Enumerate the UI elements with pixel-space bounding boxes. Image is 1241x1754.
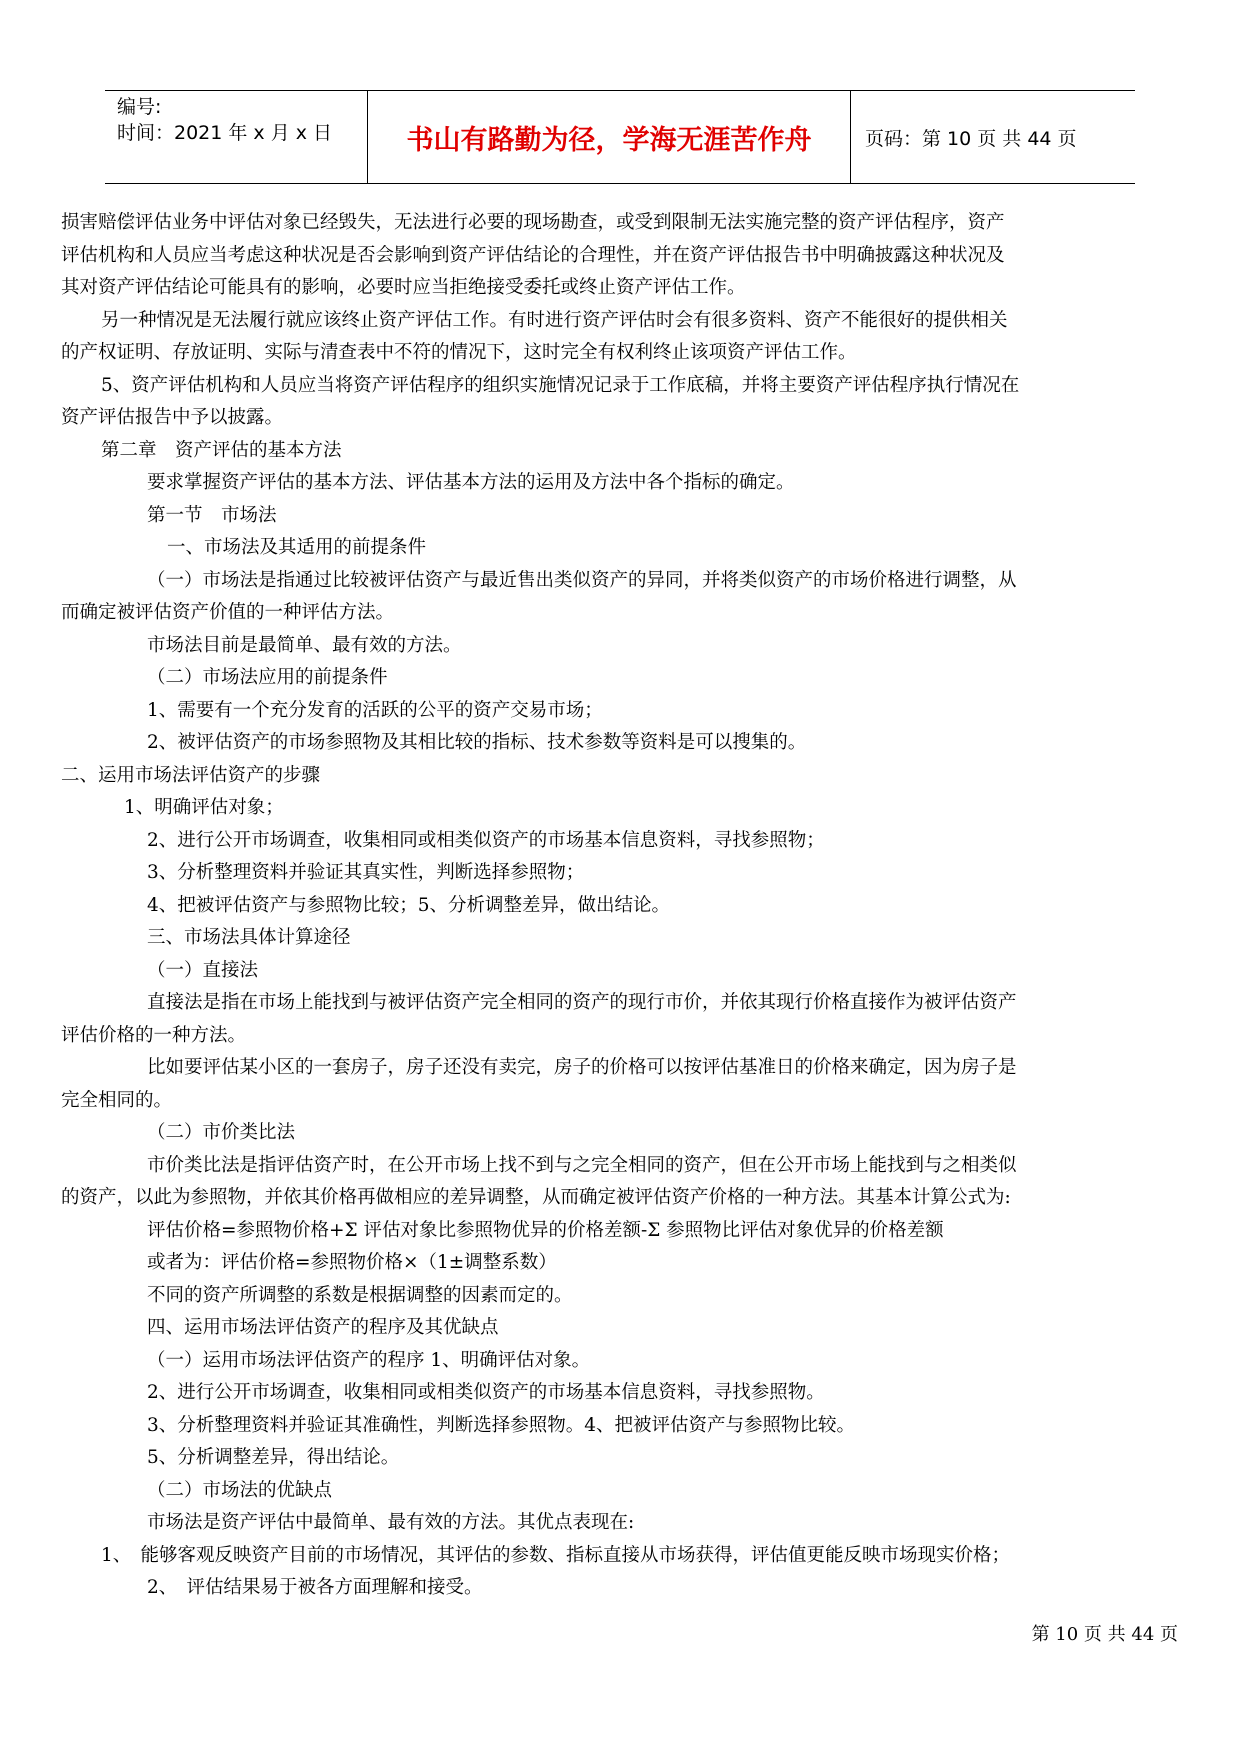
body-text-line: 的产权证明、存放证明、实际与清查表中不符的情况下，这时完全有权利终止该项资产评估工作。 <box>61 342 857 363</box>
header-page-cell <box>851 91 1135 183</box>
body-text-line: 评估价格的一种方法。 <box>61 1024 247 1046</box>
body-text-line: 5、资产评估机构和人员应当将资产评估程序的组织实施情况记录于工作底稿，并将主要资产评估程序执行情况在 <box>101 374 1020 396</box>
body-text-line: 2、被评估资产的市场参照物及其相比较的指标、技术参数等资料是可以搜集的。 <box>147 732 807 753</box>
page-footer: 第 10 页 共 44 页 <box>1031 1624 1178 1645</box>
body-text-line: （二）市场法的优缺点 <box>147 1479 333 1501</box>
body-text-line: 比如要评估某小区的一套房子，房子还没有卖完，房子的价格可以按评估基准日的价格来确定，因为房子是 <box>147 1057 1017 1078</box>
body-text-line: 第一节 市场法 <box>147 504 277 526</box>
body-text-line: 完全相同的。 <box>61 1089 173 1111</box>
body-text-line: 2、进行公开市场调查，收集相同或相类似资产的市场基本信息资料，寻找参照物。 <box>147 1382 825 1403</box>
body-text-line: 一、市场法及其适用的前提条件 <box>167 537 427 558</box>
body-text-line: 评估价格=参照物价格+Σ 评估对象比参照物优异的价格差额-Σ 参照物比评估对象优异的价格差额 <box>147 1219 944 1241</box>
document-body <box>61 207 1181 1605</box>
body-text-line: 另一种情况是无法履行就应该终止资产评估工作。有时进行资产评估时会有很多资料、资产不能很好的提供相关 <box>101 309 1008 331</box>
body-text-line: 1、明确评估对象； <box>124 797 284 818</box>
header-page-number: 页码：第 10 页 共 44 页 <box>865 127 1077 150</box>
body-text-line: 3、分析整理资料并验证其准确性，判断选择参照物。4、把被评估资产与参照物比较。 <box>147 1414 856 1436</box>
body-text-line: 市场法目前是最简单、最有效的方法。 <box>147 634 462 656</box>
document-time-label: 时间：2021 年 x 月 x 日 <box>117 122 333 144</box>
body-text-line: 而确定被评估资产价值的一种评估方法。 <box>61 602 395 623</box>
body-text-line: （一）市场法是指通过比较被评估资产与最近售出类似资产的异同，并将类似资产的市场价格进行调整，从 <box>147 569 1017 591</box>
body-text-line: 市价类比法是指评估资产时，在公开市场上找不到与之完全相同的资产，但在公开市场上能找到与之相类似 <box>147 1154 1017 1176</box>
body-text-line: 损害赔偿评估业务中评估对象已经毁失，无法进行必要的现场勘查，或受到限制无法实施完整的资产评估程序，资产 <box>61 212 1005 233</box>
document-number-label: 编号: <box>117 96 162 118</box>
body-text-line: （一）直接法 <box>147 959 259 981</box>
body-text-line: 3、分析整理资料并验证其真实性，判断选择参照物； <box>147 862 585 883</box>
header-info-cell <box>105 91 368 183</box>
body-text-line: 的资产，以此为参照物，并依其价格再做相应的差异调整，从而确定被评估资产价格的一种方法。其基本计算公式为: <box>61 1187 1011 1208</box>
body-text-line: （一）运用市场法评估资产的程序 1、明确评估对象。 <box>147 1349 591 1371</box>
body-text-line: 四、运用市场法评估资产的程序及其优缺点 <box>147 1317 499 1338</box>
body-text-line: 评估机构和人员应当考虑这种状况是否会影响到资产评估结论的合理性，并在资产评估报告书中明确披露这种状况及 <box>61 244 1005 266</box>
body-text-line: 资产评估报告中予以披露。 <box>61 407 284 428</box>
body-text-line: 不同的资产所调整的系数是根据调整的因素而定的。 <box>147 1284 573 1306</box>
body-text-line: 二、运用市场法评估资产的步骤 <box>61 764 321 786</box>
body-text-line: 市场法是资产评估中最简单、最有效的方法。其优点表现在: <box>147 1512 635 1533</box>
header-motto: 书山有路勤为径，学海无涯苦作舟 <box>406 124 812 156</box>
body-text-line: 2、进行公开市场调查，收集相同或相类似资产的市场基本信息资料，寻找参照物； <box>147 829 825 851</box>
body-text-line: 1、 能够客观反映资产目前的市场情况，其评估的参数、指标直接从市场获得，评估值更能反映市场现实价格； <box>101 1544 1011 1566</box>
body-text-line: （二）市价类比法 <box>147 1122 296 1143</box>
body-text-line: 1、需要有一个充分发育的活跃的公平的资产交易市场； <box>147 699 603 721</box>
header-motto-cell <box>368 91 851 183</box>
body-text-line: 三、市场法具体计算途径 <box>147 927 351 948</box>
body-text-line: 2、 评估结果易于被各方面理解和接受。 <box>147 1577 483 1598</box>
body-text-line: 4、把被评估资产与参照物比较；5、分析调整差异，做出结论。 <box>147 894 671 916</box>
body-text-line: 5、分析调整差异，得出结论。 <box>147 1447 400 1468</box>
body-text-line: 直接法是指在市场上能找到与被评估资产完全相同的资产的现行市价，并依其现行价格直接作为被评估资产 <box>147 992 1017 1013</box>
body-text-line: 或者为：评估价格=参照物价格×（1±调整系数） <box>147 1252 557 1273</box>
body-text-line: 其对资产评估结论可能具有的影响，必要时应当拒绝接受委托或终止资产评估工作。 <box>61 277 746 298</box>
body-text-line: 第二章 资产评估的基本方法 <box>101 439 342 461</box>
body-text-line: 要求掌握资产评估的基本方法、评估基本方法的运用及方法中各个指标的确定。 <box>147 472 795 493</box>
page-header <box>105 90 1135 184</box>
body-text-line: （二）市场法应用的前提条件 <box>147 667 388 688</box>
